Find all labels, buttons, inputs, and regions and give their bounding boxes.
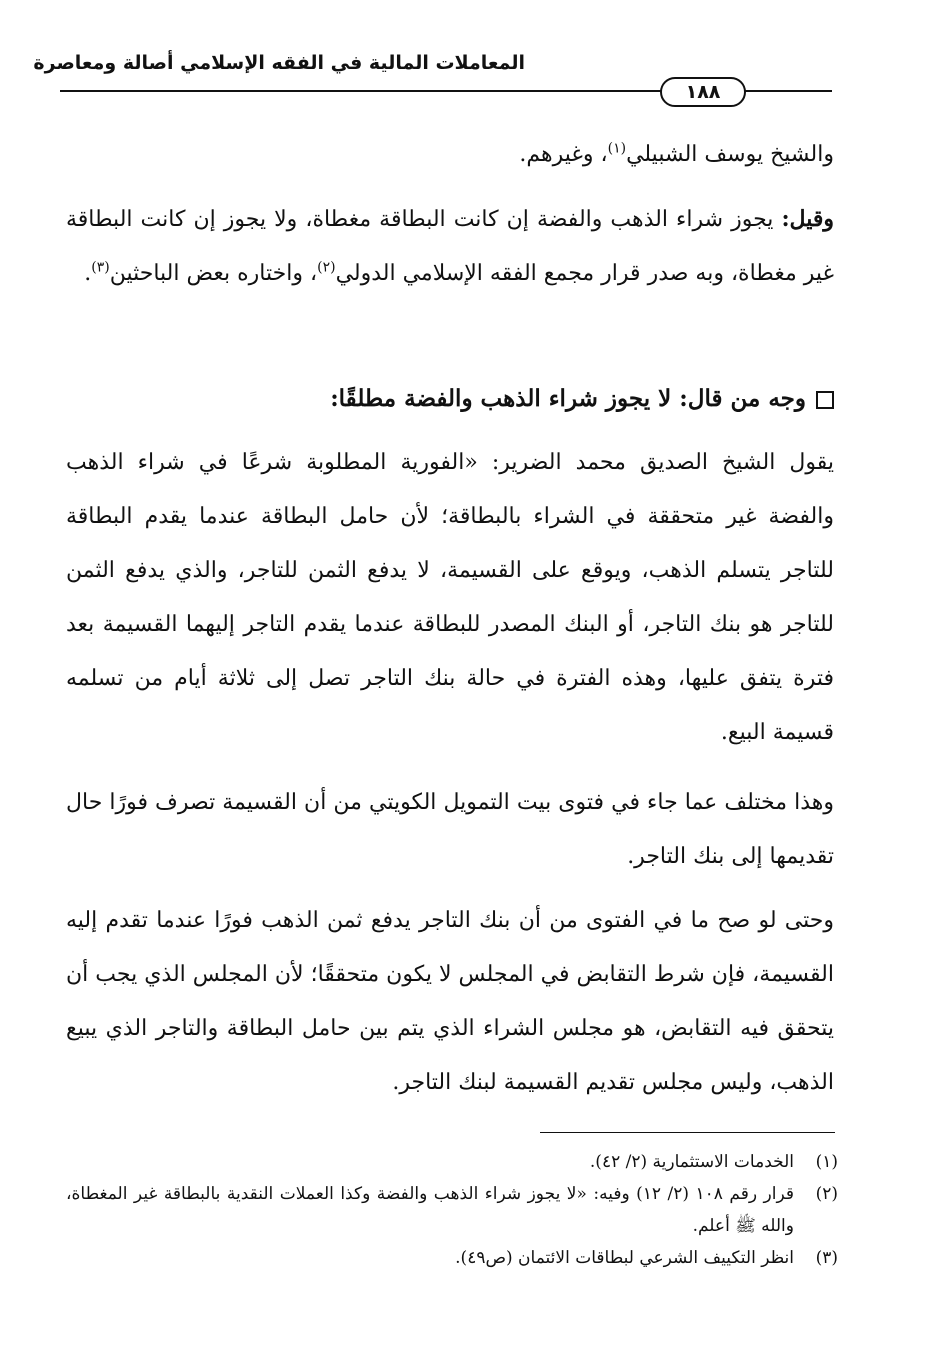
- paragraph-1-text: والشيخ يوسف الشبيلي: [626, 142, 834, 167]
- footnote-2-number: (٢): [815, 1184, 838, 1204]
- footnote-1: [66, 1146, 838, 1178]
- section-heading: [66, 372, 834, 426]
- footnote-ref-1: (١): [607, 140, 627, 157]
- paragraph-2-text: يجوز شراء الذهب والفضة إن كانت البطاقة مغطاة، ولا يجوز إن كانت البطاقة غير مغطاة، وبه صدر قرار مجمع الفقه الإسلامي الدولي: [66, 207, 834, 286]
- paragraph-2-lead: وقيل:: [781, 206, 834, 232]
- footnote-1-number: (١): [815, 1152, 838, 1172]
- footnotes: [66, 1146, 838, 1274]
- paragraph-5: وحتى لو صح ما في الفتوى من أن بنك التاجر يدفع ثمن الذهب فورًا عندما تقدم إليه القسيمة، فإن شرط التقابض في المجلس لا يكون متحققًا؛ لأن المجلس الذي يجب أن يتحقق فيه التقابض، هو مجلس الشراء الذي يتم بين حامل البطاقة والتاجر الذي يبيع الذهب، وليس مجلس تقديم القسيمة لبنك التاجر.: [66, 908, 834, 1095]
- paragraph-2-mid: ، واختاره بعض الباحثين: [109, 261, 318, 286]
- paragraph-4: وهذا مختلف عما جاء في فتوى بيت التمويل الكويتي من أن القسيمة تصرف فورًا حال تقديمها إلى بنك التاجر.: [66, 790, 834, 869]
- paragraph-2: [66, 192, 834, 301]
- paragraph-3: يقول الشيخ الصديق محمد الضرير: «الفورية المطلوبة شرعًا في شراء الذهب والفضة غير متحققة في الشراء بالبطاقة؛ لأن حامل البطاقة عندما يقدم البطاقة للتاجر يتسلم الذهب، ويوقع على القسيمة، لا يدفع الثمن للتاجر، والذي يدفع الثمن للتاجر هو بنك التاجر، أو البنك المصدر للبطاقة عندما يقدم التاجر إليهما القسيمة بعد فترة يتفق عليها، وهذه الفترة في حالة بنك التاجر تصل إلى ثلاثة أيام من تسلمه قسيمة البيع.: [66, 450, 834, 745]
- running-header-title: المعاملات المالية في الفقه الإسلامي أصالة ومعاصرة: [33, 52, 525, 74]
- checkbox-square-icon: [816, 391, 834, 409]
- footnote-ref-2: (٢): [317, 259, 336, 276]
- footnote-1-text: الخدمات الاستثمارية (٢/ ٤٢).: [589, 1152, 794, 1172]
- footnote-2: [66, 1178, 838, 1242]
- paragraph-2-tail: .: [84, 261, 92, 286]
- paragraph-1-tail: ، وغيرهم.: [519, 142, 608, 167]
- footnote-ref-3: (٣): [91, 259, 110, 276]
- footnote-3: [66, 1242, 838, 1274]
- footnote-separator: [540, 1132, 835, 1133]
- footnote-3-text: انظر التكييف الشرعي لبطاقات الائتمان (ص٤٩).: [455, 1248, 794, 1268]
- paragraph-1: [66, 128, 834, 182]
- footnote-3-number: (٣): [815, 1248, 838, 1268]
- page-number-badge: ١٨٨: [660, 77, 746, 107]
- footnote-2-text: قرار رقم ١٠٨ (٢/ ١٢) وفيه: «لا يجوز شراء الذهب والفضة وكذا العملات النقدية بالبطاقة غير المغطاة، والله ﷺ أعلم.: [66, 1184, 794, 1236]
- section-heading-text: وجه من قال: لا يجوز شراء الذهب والفضة مطلقًا:: [330, 385, 806, 412]
